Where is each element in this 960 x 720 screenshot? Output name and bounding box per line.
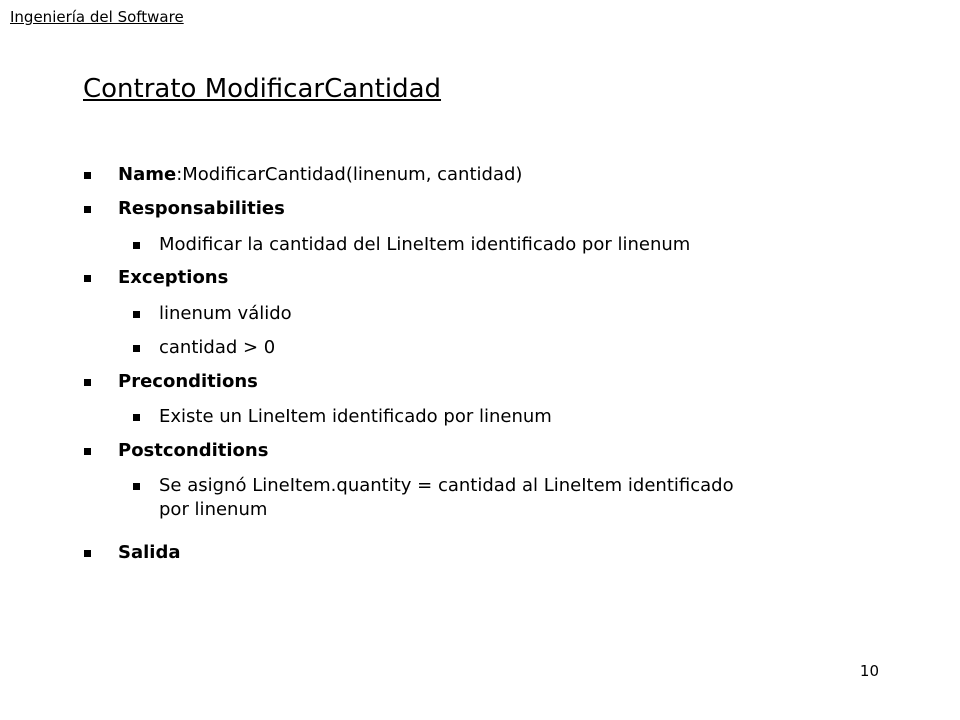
name-value: :ModificarCantidad(linenum, cantidad): [176, 164, 523, 185]
list-subitem-resp-1: [159, 233, 690, 257]
preconditions-heading: Preconditions: [118, 371, 258, 392]
list-item-postconditions: [118, 439, 268, 463]
square-bullet-icon: [84, 275, 91, 282]
list-subitem-pre-1: [159, 405, 552, 429]
list-subitem-exc-2: [159, 336, 275, 360]
square-bullet-icon: [84, 172, 91, 179]
page-number: 10: [859, 662, 879, 680]
list-item-salida: [118, 541, 180, 565]
square-bullet-icon: [133, 311, 140, 318]
square-bullet-icon: [84, 206, 91, 213]
list-subitem-post-1: [159, 474, 734, 522]
responsabilities-heading: Responsabilities: [118, 198, 285, 219]
pre-1-text: Existe un LineItem identificado por linenum: [159, 406, 552, 427]
list-subitem-exc-1: [159, 302, 292, 326]
exc-1-text: linenum válido: [159, 303, 292, 324]
postconditions-heading: Postconditions: [118, 440, 269, 461]
list-item-exceptions: [118, 266, 228, 290]
salida-heading: Salida: [118, 542, 181, 563]
post-1-text-line-2: por linenum: [159, 499, 268, 520]
post-1-text-line-1: Se asignó LineItem.quantity = cantidad al LineItem identificado: [159, 475, 734, 496]
square-bullet-icon: [133, 345, 140, 352]
exc-2-text: cantidad > 0: [159, 337, 276, 358]
square-bullet-icon: [133, 242, 140, 249]
square-bullet-icon: [84, 448, 91, 455]
resp-1-text: Modificar la cantidad del LineItem identificado por linenum: [159, 234, 691, 255]
square-bullet-icon: [133, 414, 140, 421]
list-item-preconditions: [118, 370, 258, 394]
list-item-responsabilities: [118, 197, 285, 221]
square-bullet-icon: [84, 379, 91, 386]
list-item-name: [118, 163, 522, 187]
name-label: Name: [118, 164, 177, 185]
exceptions-heading: Exceptions: [118, 267, 229, 288]
course-link[interactable]: Ingeniería del Software: [10, 8, 184, 26]
square-bullet-icon: [84, 550, 91, 557]
slide-title: Contrato ModificarCantidad: [83, 74, 442, 104]
square-bullet-icon: [133, 483, 140, 490]
